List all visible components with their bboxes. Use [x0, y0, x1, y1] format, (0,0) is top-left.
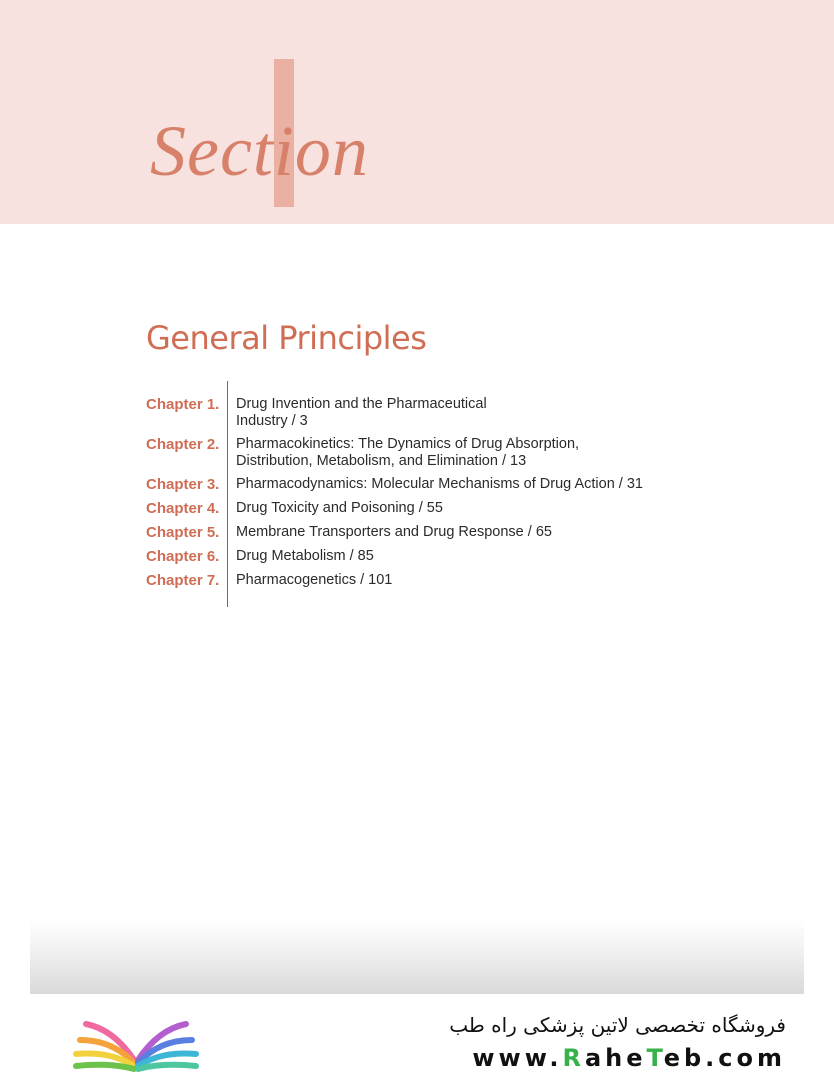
chapter-title [236, 396, 656, 430]
shop-name: فروشگاه تخصصی لاتین پزشکی راه طب [449, 1013, 786, 1037]
chapter-title: Drug Metabolism / 85 [236, 548, 374, 564]
chapter-label: Chapter 3. [146, 476, 220, 493]
toc-row-chapter-1[interactable] [146, 396, 746, 430]
website-letter-t: T [646, 1044, 664, 1072]
website-mid: ahe [584, 1044, 647, 1072]
footer-shadow [30, 918, 804, 994]
chapter-title-line-1: Pharmacokinetics: The Dynamics of Drug Absorption, [236, 436, 580, 452]
toc-row-chapter-6[interactable] [146, 548, 746, 566]
chapter-label: Chapter 6. [146, 548, 220, 565]
toc-row-chapter-4[interactable] [146, 500, 746, 518]
chapter-label: Chapter 4. [146, 500, 220, 517]
part-title: General Principles [146, 319, 427, 357]
section-heading: Section [150, 111, 369, 191]
chapter-title: Drug Toxicity and Poisoning / 55 [236, 500, 443, 516]
chapter-title-line-1: Drug Invention and the Pharmaceutical [236, 396, 487, 412]
chapter-label: Chapter 2. [146, 436, 220, 453]
chapter-title: Membrane Transporters and Drug Response / 65 [236, 524, 552, 540]
chapter-title [236, 436, 656, 470]
chapter-label: Chapter 5. [146, 524, 220, 541]
website-suffix: eb.com [663, 1044, 786, 1072]
website-link[interactable] [472, 1043, 786, 1073]
table-of-contents [146, 396, 746, 596]
toc-row-chapter-5[interactable] [146, 524, 746, 542]
chapter-label: Chapter 7. [146, 572, 220, 589]
website-prefix: www. [472, 1044, 563, 1072]
chapter-label: Chapter 1. [146, 396, 220, 413]
chapter-title-line-2: Distribution, Metabolism, and Elimination / 13 [236, 453, 527, 469]
section-header-band [0, 0, 834, 224]
toc-row-chapter-7[interactable] [146, 572, 746, 590]
toc-row-chapter-2[interactable] [146, 436, 746, 470]
toc-row-chapter-3[interactable] [146, 476, 746, 494]
chapter-title-line-2: Industry / 3 [236, 413, 308, 429]
chapter-title: Pharmacogenetics / 101 [236, 572, 393, 588]
open-book-rainbow-logo-icon[interactable] [72, 1008, 200, 1076]
chapter-title: Pharmacodynamics: Molecular Mechanisms of Drug Action / 31 [236, 476, 643, 492]
website-letter-r: R [562, 1044, 585, 1072]
